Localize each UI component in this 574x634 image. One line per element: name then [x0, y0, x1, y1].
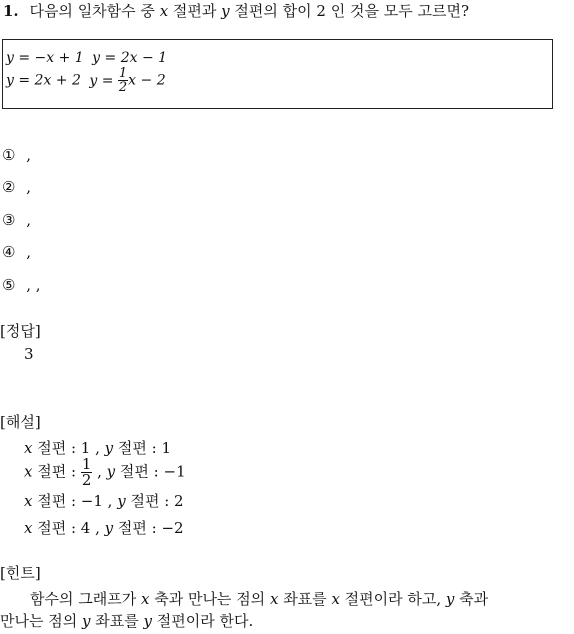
- choice-text: ,: [21, 211, 31, 229]
- hint-line-2: [0, 608, 253, 634]
- var-x: x: [24, 492, 33, 510]
- choice-4[interactable]: [2, 243, 31, 261]
- hint-label: [힌트]: [0, 564, 41, 582]
- hint-text: 축과 만나는 점의: [149, 590, 270, 608]
- question-number: 1.: [3, 2, 19, 20]
- answer-value: 3: [24, 345, 34, 363]
- choice-mark: ①: [2, 146, 16, 164]
- fraction: [81, 457, 93, 488]
- function-b: y = 2x − 1: [92, 50, 168, 66]
- hint-var: y: [445, 590, 455, 608]
- choice-mark: ②: [2, 178, 16, 196]
- var-y: y: [104, 519, 114, 537]
- choice-2[interactable]: [2, 178, 31, 196]
- box-line-1: [6, 50, 167, 66]
- box-line-2: [6, 67, 166, 94]
- explanation-line-3: [24, 490, 184, 511]
- explanation-line-4: [24, 517, 184, 538]
- function-a: y = −x + 1: [6, 50, 84, 66]
- line-end: 절편 : −1: [115, 462, 186, 481]
- choice-3[interactable]: [2, 211, 31, 229]
- hint-var: x: [140, 590, 150, 608]
- explanation-line-1: [24, 437, 171, 458]
- line-end: 절편 : 1: [113, 439, 172, 457]
- choice-5[interactable]: [2, 276, 41, 294]
- fraction: [118, 67, 128, 94]
- var-x: x: [24, 462, 33, 481]
- choice-mark: ⑤: [2, 276, 16, 294]
- line-mid: 절편 : 1 ,: [32, 439, 105, 457]
- hint-var: x: [331, 590, 340, 608]
- fraction-denominator: 2: [81, 471, 92, 489]
- function-d-suffix: x − 2: [128, 72, 166, 89]
- choice-text: , ,: [21, 276, 41, 294]
- question-text-3: 절편의 합이 2 인 것을 모두 고르면?: [229, 2, 469, 20]
- function-c: y = 2x + 2: [6, 72, 81, 89]
- choice-text: ,: [21, 146, 31, 164]
- hint-var: y: [143, 612, 152, 630]
- function-d-prefix: y =: [89, 72, 118, 89]
- question-var-y: y: [221, 2, 230, 20]
- hint-var: x: [269, 590, 279, 608]
- fraction-numerator: 1: [81, 455, 92, 473]
- line-mid: 절편 : 4 ,: [32, 519, 105, 537]
- fraction-numerator: 1: [118, 66, 128, 81]
- var-x: x: [24, 519, 33, 537]
- hint-text: 좌표를: [278, 590, 332, 608]
- explanation-label: [해설]: [0, 413, 41, 431]
- choice-text: ,: [21, 178, 31, 196]
- hint-text: 함수의 그래프가: [30, 590, 141, 608]
- hint-text: 만나는 점의: [0, 612, 82, 630]
- hint-text: 축과: [454, 590, 489, 608]
- line-mid-post: ,: [92, 462, 107, 481]
- line-end: 절편 : −2: [113, 519, 184, 537]
- answer-label: [정답]: [0, 322, 41, 340]
- hint-text: 좌표를: [90, 612, 144, 630]
- var-y: y: [104, 439, 114, 457]
- var-y: y: [106, 462, 116, 481]
- line-mid: 절편 : −1 ,: [32, 492, 118, 510]
- fraction-denominator: 2: [118, 80, 128, 95]
- choice-text: ,: [21, 243, 31, 261]
- choice-mark: ④: [2, 243, 16, 261]
- question: [3, 0, 469, 21]
- explanation-line-2: [24, 457, 186, 488]
- choice-1[interactable]: [2, 146, 31, 164]
- choice-mark: ③: [2, 211, 16, 229]
- question-text-2: 절편과: [168, 2, 222, 20]
- question-var-x: x: [159, 2, 169, 20]
- question-text-1: 다음의 일차함수 중: [29, 2, 160, 20]
- line-mid-pre: 절편 :: [32, 462, 81, 481]
- hint-text: 절편이라 하고,: [339, 590, 446, 608]
- line-end: 절편 : 2: [125, 492, 184, 510]
- var-y: y: [117, 492, 126, 510]
- hint-text: 절편이라 한다.: [151, 612, 254, 630]
- var-x: x: [24, 439, 33, 457]
- hint-var: y: [82, 612, 91, 630]
